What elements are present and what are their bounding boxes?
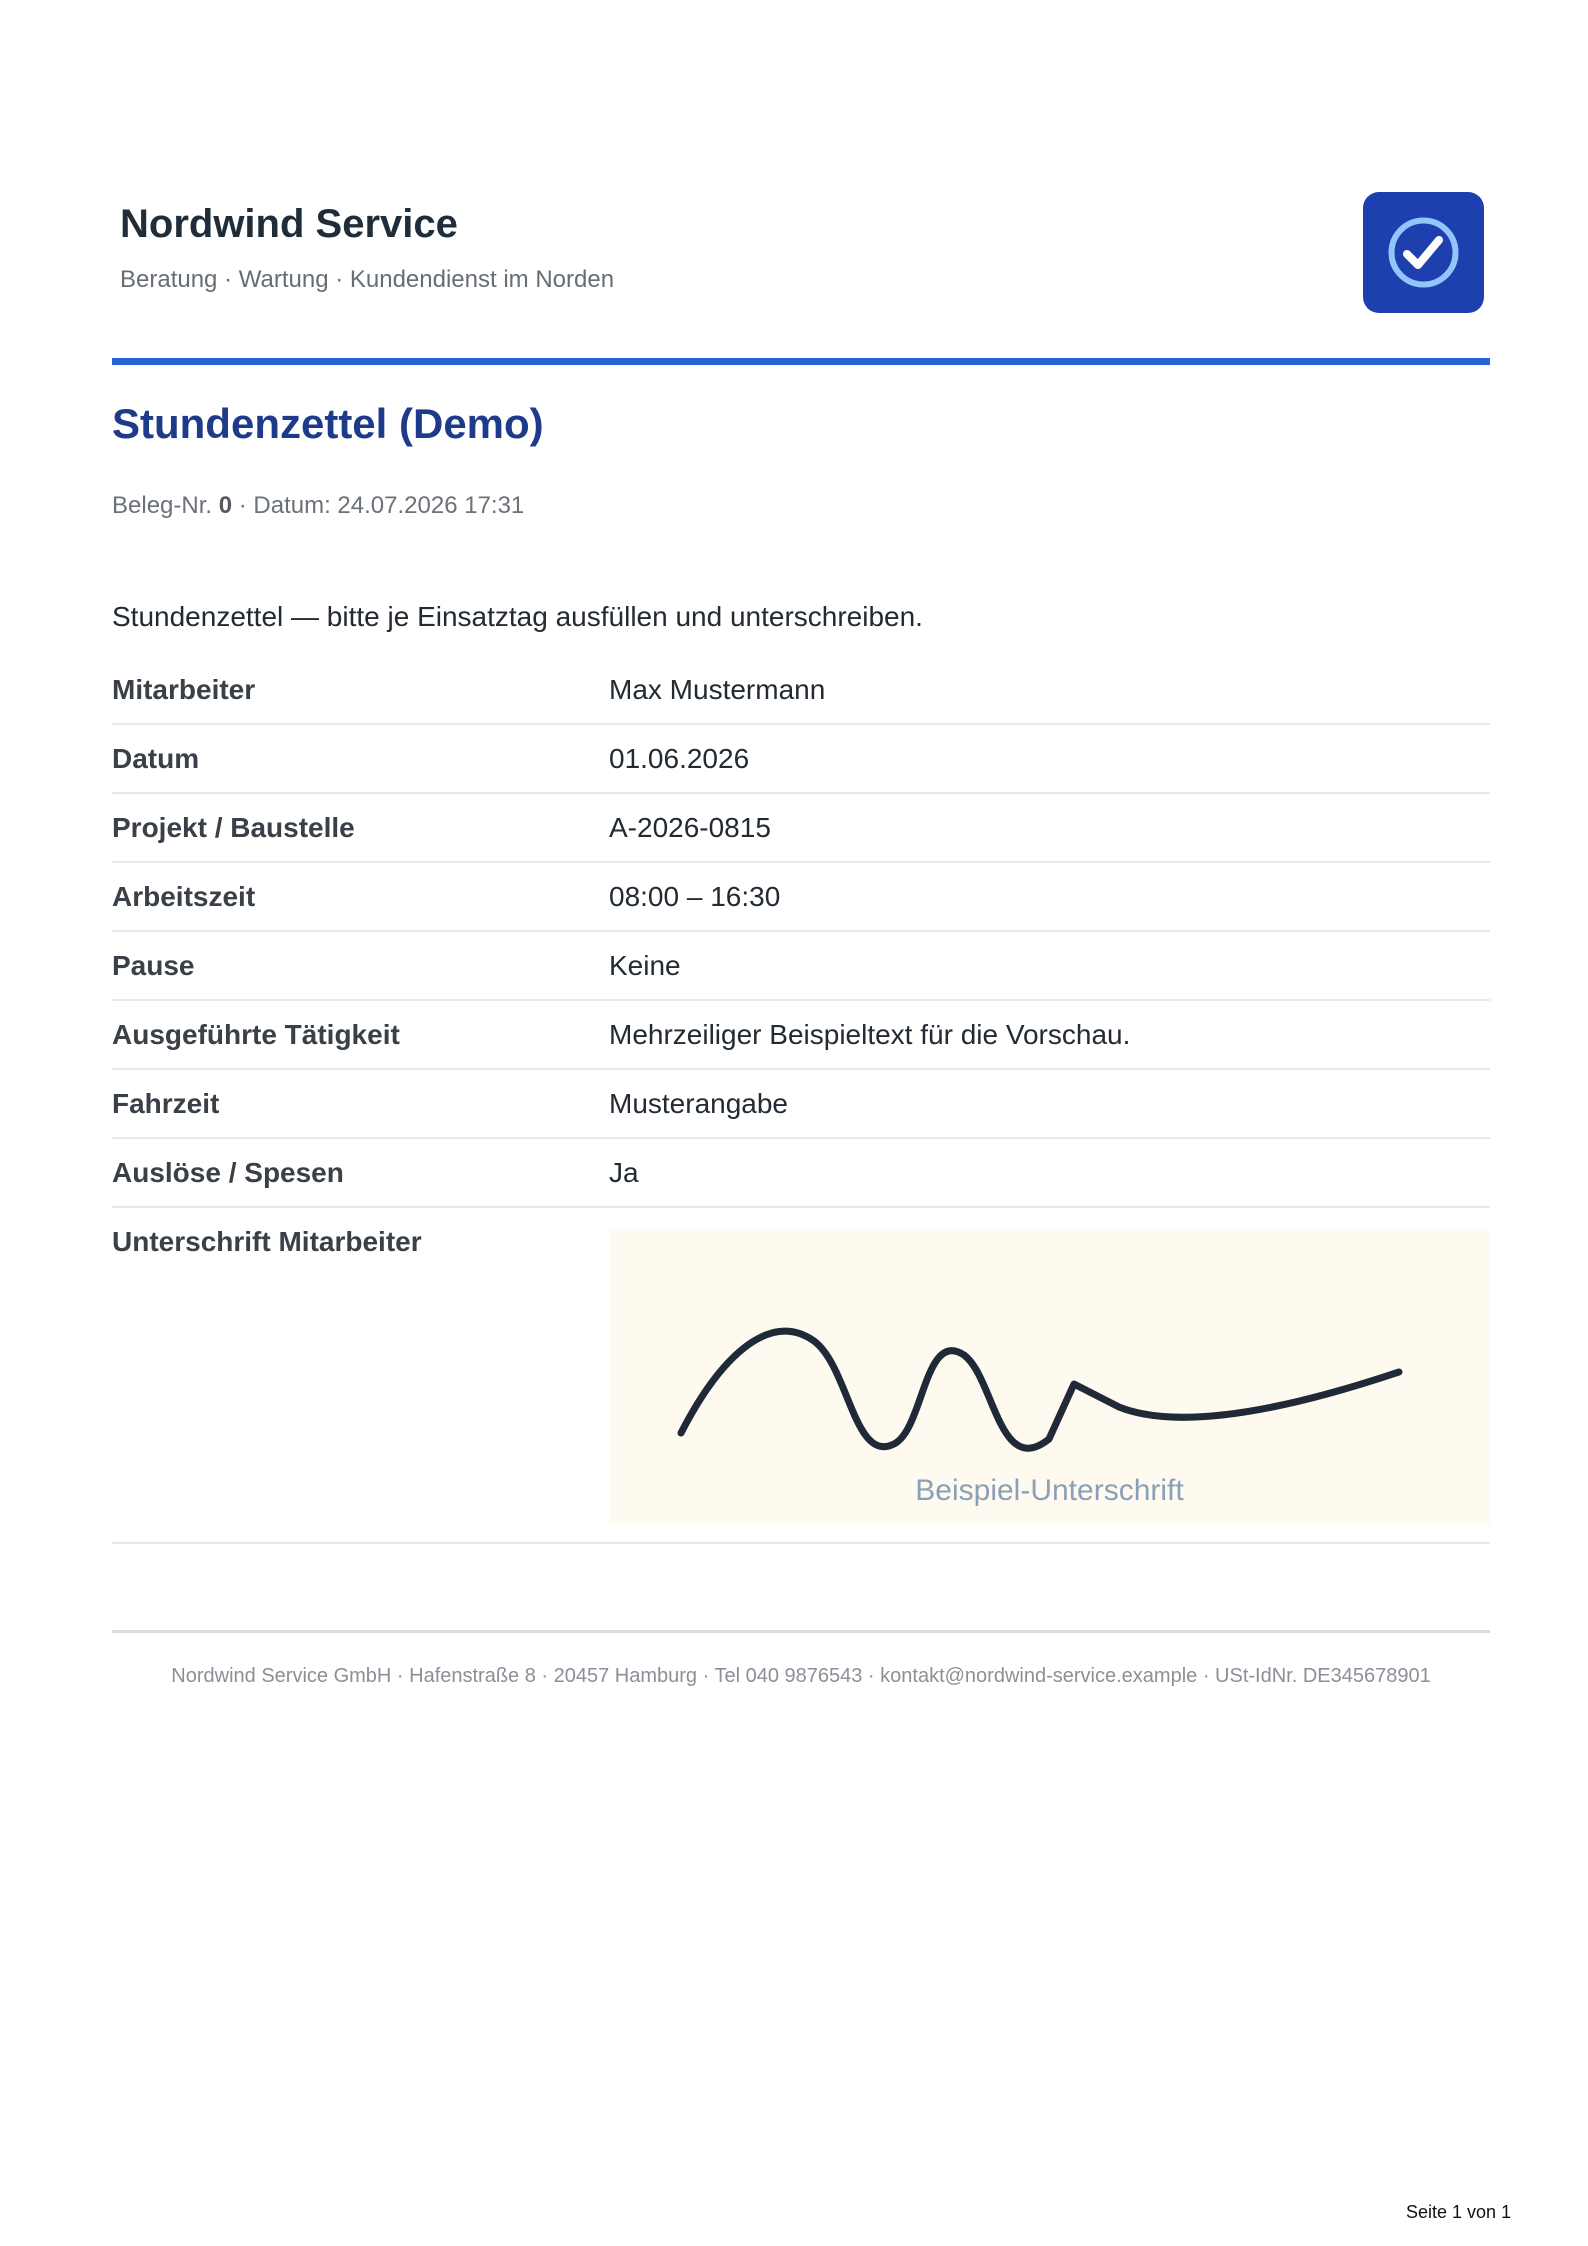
field-value: Max Mustermann xyxy=(609,674,826,705)
field-row-break xyxy=(112,932,1490,1001)
field-label: Mitarbeiter xyxy=(112,674,256,705)
field-label: Projekt / Baustelle xyxy=(112,812,355,843)
field-row-project xyxy=(112,794,1490,863)
field-label: Arbeitszeit xyxy=(112,881,256,912)
company-tagline: Beratung · Wartung · Kundendienst im Norden xyxy=(120,266,615,293)
field-value: 01.06.2026 xyxy=(609,743,750,774)
field-label: Fahrzeit xyxy=(112,1088,220,1119)
document-meta xyxy=(112,492,524,520)
field-label: Pause xyxy=(112,950,195,981)
signature-box xyxy=(609,1229,1490,1524)
page-number: Seite 1 von 1 xyxy=(1406,2202,1512,2222)
letterhead xyxy=(112,190,1490,330)
header-divider xyxy=(112,358,1490,365)
document-title: Stundenzettel (Demo) xyxy=(112,400,544,447)
field-value: Keine xyxy=(609,950,681,981)
company-logo xyxy=(1363,192,1484,313)
intro-text: Stundenzettel — bitte je Einsatztag ausfüllen und unterschreiben. xyxy=(112,601,923,632)
field-value: Ja xyxy=(609,1157,639,1188)
field-row-signature xyxy=(112,1208,1490,1544)
field-row-expenses xyxy=(112,1139,1490,1208)
field-label: Datum xyxy=(112,743,200,774)
field-label: Unterschrift Mitarbeiter xyxy=(112,1226,422,1257)
company-footer: Nordwind Service GmbH · Hafenstraße 8 · 20457 Hamburg · Tel 040 9876543 · kontakt@nordwind-service.example · USt-IdNr. DE345678901 xyxy=(171,1665,1431,1687)
company-name: Nordwind Service xyxy=(120,202,458,246)
field-value: 08:00 – 16:30 xyxy=(609,881,781,912)
field-value: Mehrzeiliger Beispieltext für die Vorschau. xyxy=(609,1019,1131,1050)
field-row-working-time xyxy=(112,863,1490,932)
field-row-date xyxy=(112,725,1490,794)
field-row-travel-time xyxy=(112,1070,1490,1139)
field-row-employee xyxy=(112,656,1490,725)
field-row-activity xyxy=(112,1001,1490,1070)
document-date: · Datum: 24.07.2026 17:31 xyxy=(238,492,525,519)
field-label: Auslöse / Spesen xyxy=(112,1157,344,1188)
receipt-number-label: Beleg-Nr. xyxy=(112,492,213,519)
field-value: Musterangabe xyxy=(609,1088,789,1119)
footer-divider xyxy=(112,1630,1490,1633)
receipt-number: 0 xyxy=(218,492,233,519)
checkmark-circle-icon xyxy=(1363,192,1484,313)
field-value: A-2026-0815 xyxy=(609,812,771,843)
signature-caption: Beispiel-Unterschrift xyxy=(915,1474,1184,1507)
timesheet-fields xyxy=(112,656,1490,1544)
field-label: Ausgeführte Tätigkeit xyxy=(112,1019,400,1050)
